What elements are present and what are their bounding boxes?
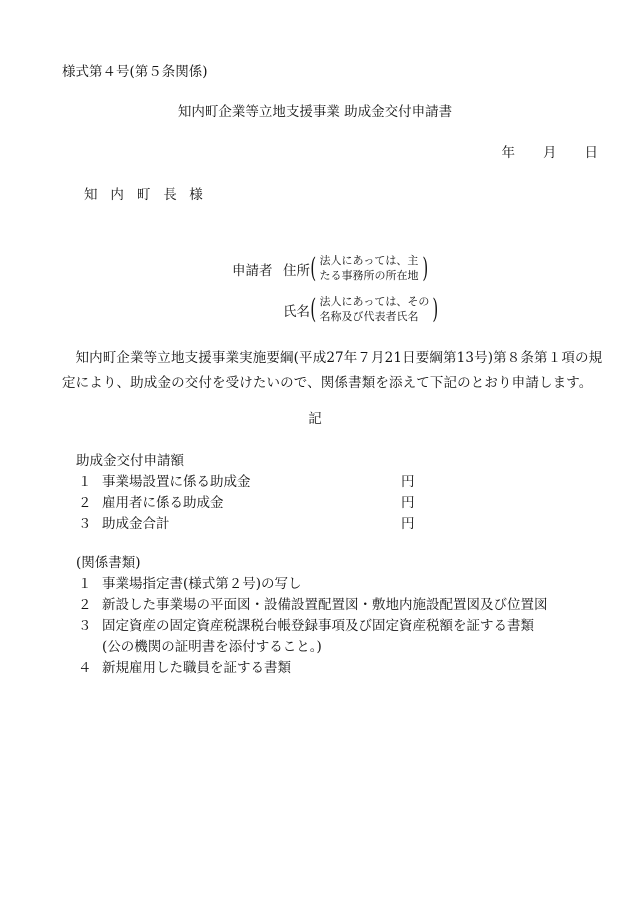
date-month: 月 — [543, 145, 557, 161]
address-note — [308, 253, 430, 283]
grant-item-unit: 円 — [401, 474, 415, 490]
grant-item — [78, 516, 415, 532]
body-paragraph: 知内町企業等立地支援事業実施要綱(平成27年７月21日要綱第13号)第８条第１項の規定により、助成金の交付を受けたいので、関係書類を添えて下記のとおり申請します。 — [62, 350, 603, 391]
document-item-subnote: (公の機関の証明書を添付すること。) — [102, 638, 322, 655]
document-item-number: ４ — [78, 660, 92, 676]
grant-item — [78, 495, 415, 511]
document-item-text: 事業場指定書(様式第２号)の写し — [102, 576, 302, 592]
form-number: 様式第４号(第５条関係) — [62, 64, 208, 80]
date-day: 日 — [584, 145, 598, 161]
document-item — [78, 599, 548, 613]
name-label: 氏名 — [283, 304, 310, 320]
document-item-text: 固定資産の固定資産税課税台帳登録事項及び固定資産税額を証する書類 — [102, 618, 534, 634]
grant-item-unit: 円 — [401, 516, 415, 532]
grant-item-number: ２ — [78, 495, 92, 511]
grant-item-unit: 円 — [401, 495, 415, 511]
document-item — [78, 662, 291, 676]
grant-item-label: 事業場設置に係る助成金 — [102, 474, 251, 490]
applicant-label: 申請者 — [232, 263, 273, 279]
addressee — [84, 189, 207, 203]
ki-heading: 記 — [308, 411, 322, 427]
date-year: 年 — [501, 145, 515, 161]
grant-item-number: １ — [78, 474, 92, 490]
document-item — [78, 620, 534, 654]
close-paren: ) — [432, 293, 439, 325]
document-item-number: ２ — [78, 597, 92, 613]
address-label: 住所 — [283, 263, 310, 279]
name-note — [308, 294, 441, 324]
addressee-honorific: 様 — [189, 187, 208, 203]
grant-item — [78, 474, 415, 490]
grant-item-label: 助成金合計 — [102, 516, 170, 532]
address-note-line2: たる事務所の所在地 — [319, 269, 419, 282]
name-note-line2: 名称及び代表者氏名 — [319, 310, 419, 323]
address-note-line1: 法人にあっては、主 — [319, 254, 419, 267]
grant-item-number: ３ — [78, 516, 92, 532]
grant-item-label: 雇用者に係る助成金 — [102, 495, 224, 511]
addressee-name: 知 内 町 長 — [84, 187, 182, 203]
date-line — [502, 147, 599, 161]
name-note-line1: 法人にあっては、その — [319, 295, 430, 308]
open-paren: ( — [310, 252, 317, 284]
document-item-number: １ — [78, 576, 92, 592]
document-item-text: 新規雇用した職員を証する書類 — [102, 660, 291, 676]
document-item — [78, 578, 302, 592]
close-paren: ) — [421, 252, 428, 284]
grant-heading: 助成金交付申請額 — [76, 453, 184, 469]
document-title: 知内町企業等立地支援事業 助成金交付申請書 — [177, 104, 453, 120]
document-item-text: 新設した事業場の平面図・設備設置配置図・敷地内施設配置図及び位置図 — [102, 597, 548, 613]
documents-heading: (関係書類) — [76, 555, 141, 571]
open-paren: ( — [310, 293, 317, 325]
document-item-number: ３ — [78, 618, 92, 634]
